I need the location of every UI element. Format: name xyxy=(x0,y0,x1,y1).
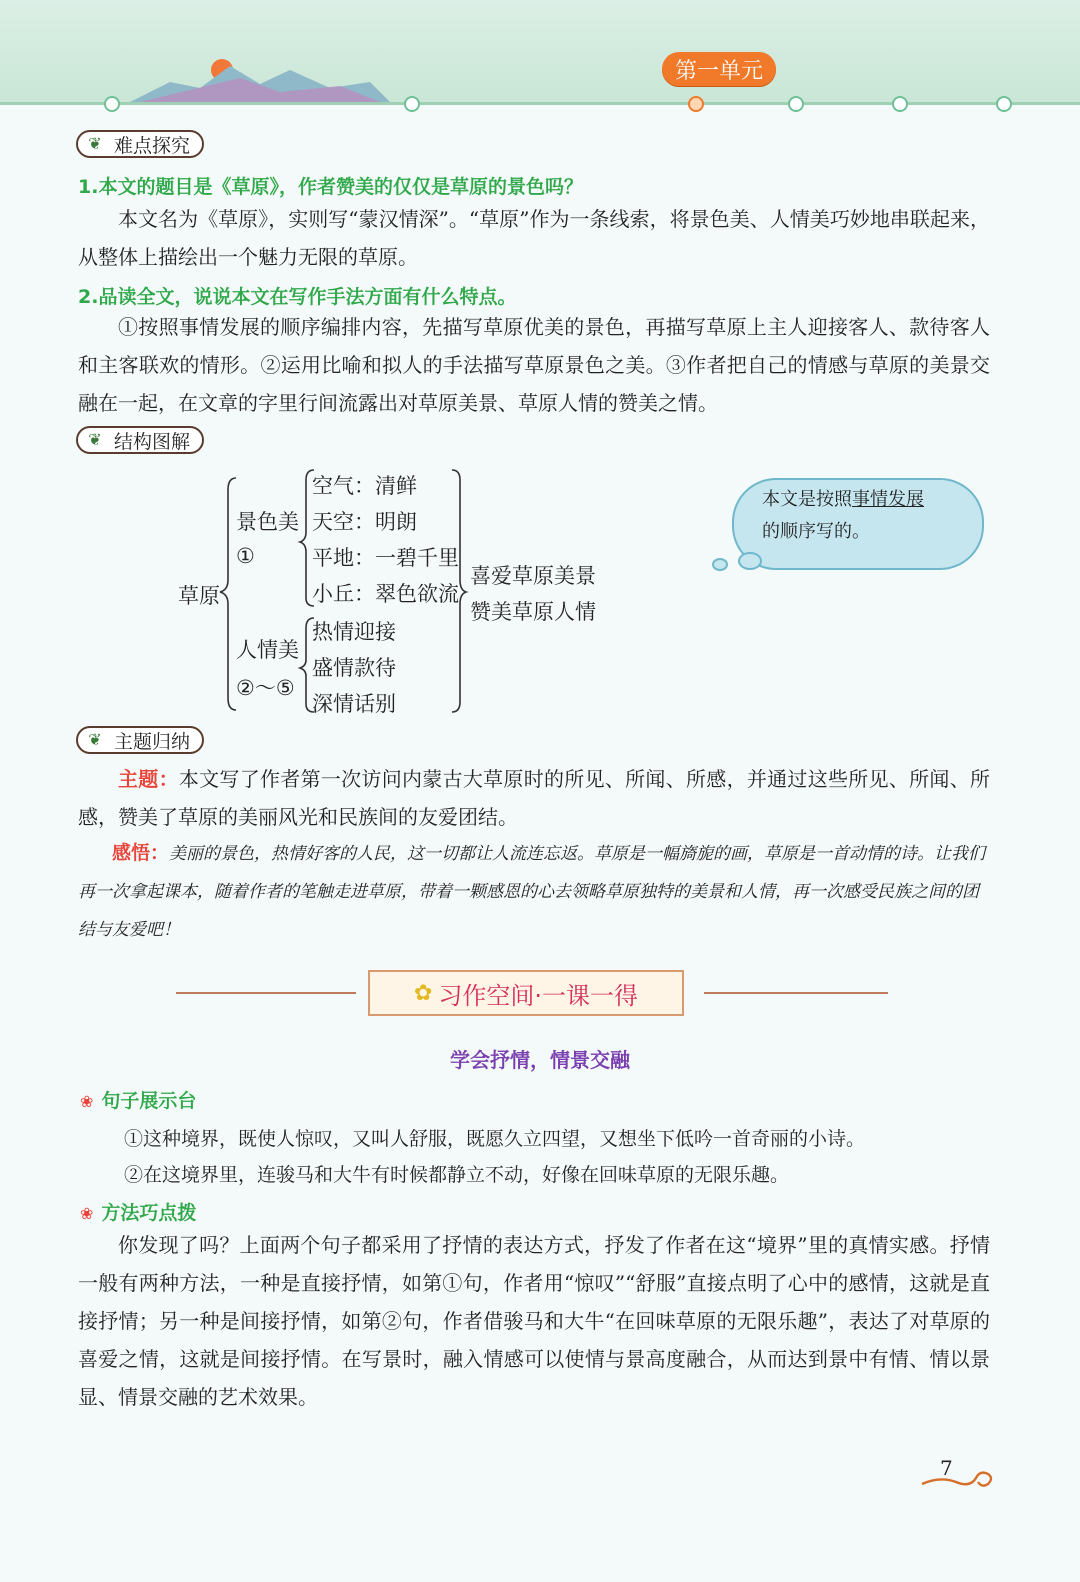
theme-paragraph xyxy=(78,760,990,836)
diagram-item: 空气：清鲜 xyxy=(312,474,417,498)
diagram-item: 平地：一碧千里 xyxy=(312,546,459,570)
section-tag-structure xyxy=(76,426,204,454)
question-1: 1.本文的题目是《草原》，作者赞美的仅仅是草原的景色吗？ xyxy=(78,176,583,198)
diagram-item: 天空：明朗 xyxy=(312,510,417,534)
diagram-item: 盛情款待 xyxy=(312,656,396,680)
diagram-root: 草原 xyxy=(178,584,220,608)
header-dot xyxy=(104,96,120,112)
banner-rule-left xyxy=(176,992,356,994)
leaf-icon: ❦ xyxy=(88,730,102,749)
cloud-note-text: 本文是按照 xyxy=(762,489,852,510)
cloud-note-underlined: 事情发展 xyxy=(852,489,924,510)
banner-rule-right xyxy=(704,992,888,994)
diagram-conclusion: 喜爱草原美景 xyxy=(470,564,596,588)
diagram-item: 热情迎接 xyxy=(312,620,396,644)
thought-bubble xyxy=(712,558,728,571)
diagram-branch1-label: 景色美 xyxy=(236,510,299,534)
section-tag-label: 结构图解 xyxy=(114,430,191,453)
page-number: 7 xyxy=(940,1456,953,1480)
diagram-branch2-sub: ②～⑤ xyxy=(236,676,295,700)
header-dot xyxy=(688,96,704,112)
example-sentence-1: ①这种境界，既使人惊叹，又叫人舒服，既愿久立四望，又想坐下低吟一首奇丽的小诗。 xyxy=(124,1128,866,1150)
flower-icon: ✿ xyxy=(413,980,433,1006)
thought-bubble xyxy=(738,552,762,570)
swirl-ornament-icon xyxy=(920,1462,996,1492)
unit-badge: 第一单元 xyxy=(662,52,776,86)
section-tag-difficulty xyxy=(76,130,204,158)
answer-1: 本文名为《草原》，实则写“蒙汉情深”。“草原”作为一条线索，将景色美、人情美巧妙地串联起来，从整体上描绘出一个魅力无限的草原。 xyxy=(78,207,990,269)
section-tag-label: 难点探究 xyxy=(114,134,191,157)
answer-2: ①按照事情发展的顺序编排内容，先描写草原优美的景色，再描写草原上主人迎接客人、款待客人和主客联欢的情形。②运用比喻和拟人的手法描写草原景色之美。③作者把自己的情感与草原的美景交融在一起，在文章的字里行间流露出对草原美景、草原人情的赞美之情。 xyxy=(78,315,990,415)
header-dot xyxy=(996,96,1012,112)
diagram-conclusion: 赞美草原人情 xyxy=(470,600,596,624)
theme-label: 主题： xyxy=(118,767,179,791)
method-heading-label: 方法巧点拨 xyxy=(101,1202,197,1224)
reflection-paragraph xyxy=(78,834,990,949)
section-tag-label: 主题归纳 xyxy=(114,730,191,753)
writing-banner-label: 习作空间·一课一得 xyxy=(438,981,639,1010)
mountain-sunrise-icon xyxy=(130,48,390,104)
question-2: 2.品读全文，说说本文在写作手法方面有什么特点。 xyxy=(78,286,517,308)
method-paragraph: 你发现了吗？上面两个句子都采用了抒情的表达方式，抒发了作者在这“境界”里的真情实感。抒情一般有两种方法，一种是直接抒情，如第①句，作者用“惊叹”“舒服”直接点明了心中的感情，这就是直接抒情；另一种是间接抒情，如第②句，作者借骏马和大牛“在回味草原的无限乐趣”，表达了对草原的喜爱之情，这就是间接抒情。在写景时，融入情感可以使情与景高度融合，从而达到景中有情、情以景显、情景交融的艺术效果。 xyxy=(78,1233,990,1409)
diagram-item: 小丘：翠色欲流 xyxy=(312,582,459,606)
reflection-text: 美丽的景色，热情好客的人民，这一切都让人流连忘返。草原是一幅旖旎的画，草原是一首动情的诗。让我们再一次拿起课本，随着作者的笔触走进草原，带着一颗感恩的心去领略草原独特的美景和人情，再一次感受民族之间的团结与友爱吧！ xyxy=(78,844,986,940)
writing-banner xyxy=(368,970,684,1016)
cloud-note xyxy=(762,484,962,548)
section-tag-theme xyxy=(76,726,204,754)
sentences-heading xyxy=(80,1086,196,1113)
flower-bullet-icon: ❀ xyxy=(80,1092,94,1111)
theme-text: 本文写了作者第一次访问内蒙古大草原时的所见、所闻、所感，并通过这些所见、所闻、所感，赞美了草原的美丽风光和民族间的友爱团结。 xyxy=(78,767,991,829)
header-dot xyxy=(404,96,420,112)
cloud-note-text: 的顺序写的。 xyxy=(762,521,870,542)
sentences-heading-label: 句子展示台 xyxy=(101,1090,197,1112)
reflection-label: 感悟： xyxy=(112,842,170,864)
diagram-branch2-label: 人情美 xyxy=(236,638,299,662)
example-sentence-2: ②在这境界里，连骏马和大牛有时候都静立不动，好像在回味草原的无限乐趣。 xyxy=(124,1164,790,1186)
method-heading xyxy=(80,1198,196,1225)
header-dot xyxy=(788,96,804,112)
flower-bullet-icon: ❀ xyxy=(80,1204,94,1223)
writing-subtitle: 学会抒情，情景交融 xyxy=(450,1048,630,1072)
leaf-icon: ❦ xyxy=(88,430,102,449)
header-dot xyxy=(892,96,908,112)
diagram-item: 深情话别 xyxy=(312,692,396,716)
diagram-branch1-sub: ① xyxy=(236,544,255,568)
leaf-icon: ❦ xyxy=(88,134,102,153)
